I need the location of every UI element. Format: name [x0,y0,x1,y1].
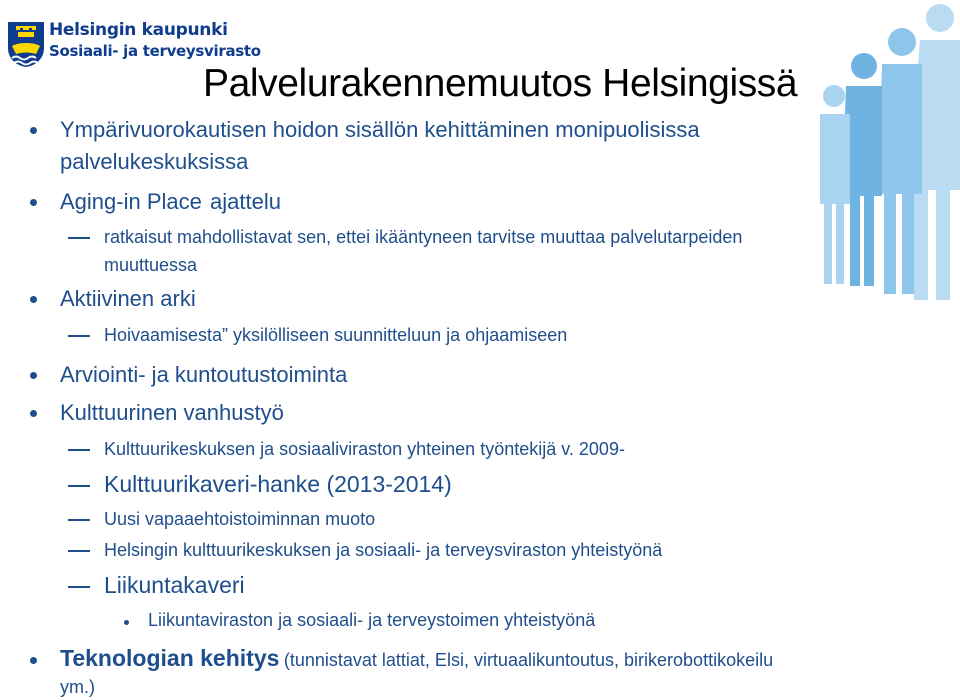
bullet-6 [60,645,773,672]
bullet-2-suffix: ajattelu [210,189,281,214]
bullet-5-sub-4: Helsingin kulttuurikeskuksen ja sosiaali- ja terveysviraston yhteistyönä [104,540,663,560]
sub-dash [68,519,90,521]
bullet-dot [30,199,37,206]
bullet-1-line-1: Ympärivuorokautisen hoidon sisällön kehittäminen monipuolisissa [60,117,700,142]
bullet-5-sub-2: Kulttuurikaveri-hanke (2013-2014) [104,471,452,497]
bullet-5-sub-3: Uusi vapaaehtoistoiminnan muoto [104,509,376,529]
sub-dash [68,550,90,552]
bullet-3-sub: Hoivaamisesta” yksilölliseen suunnitteluun ja ohjaamiseen [104,325,568,345]
logo-department-name: Sosiaali- ja terveysvirasto [49,42,261,60]
sub-dash [68,485,90,487]
page-title: Palvelurakennemuutos Helsingissä [203,62,798,105]
bullet-4: Arviointi- ja kuntoutustoiminta [60,362,348,387]
bullet-2-sub-line-2: muuttuessa [104,255,198,275]
sub-dash [68,335,90,337]
sub-dash [68,449,90,451]
bullet-5: Kulttuurinen vanhustyö [60,400,284,425]
sub-dash [68,586,90,588]
bullet-dot [30,372,37,379]
bullet-2-sub-line-1: ratkaisut mahdollistavat sen, ettei ikääntyneen tarvitse muuttaa palvelutarpeiden [104,227,743,247]
bullet-1-line-2: palvelukeskuksissa [60,149,249,174]
bullet-dot [30,127,37,134]
bullet-3: Aktiivinen arki [60,286,196,311]
bullet-5-sub-1: Kulttuurikeskuksen ja sosiaaliviraston yhteinen työntekijä v. 2009- [104,439,625,459]
sub-sub-bullet-dot [124,620,129,625]
bullet-dot [30,657,37,664]
logo-city-name: Helsingin kaupunki [49,20,228,40]
bullet-2-term: Aging-in Place [60,189,202,214]
bullet-2 [60,189,281,215]
bullet-dot [30,410,37,417]
bullet-6-bold: Teknologian kehitys [60,645,280,671]
sub-dash [68,237,90,239]
bullet-6-line-2: ym.) [60,677,95,697]
bullet-5-sub-5-sub: Liikuntaviraston ja sosiaali- ja terveystoimen yhteistyönä [148,610,596,630]
bullet-dot [30,296,37,303]
bullet-6-rest: (tunnistavat lattiat, Elsi, virtuaalikuntoutus, birikerobottikokeilu [283,650,774,670]
bullet-5-sub-5: Liikuntakaveri [104,572,245,598]
